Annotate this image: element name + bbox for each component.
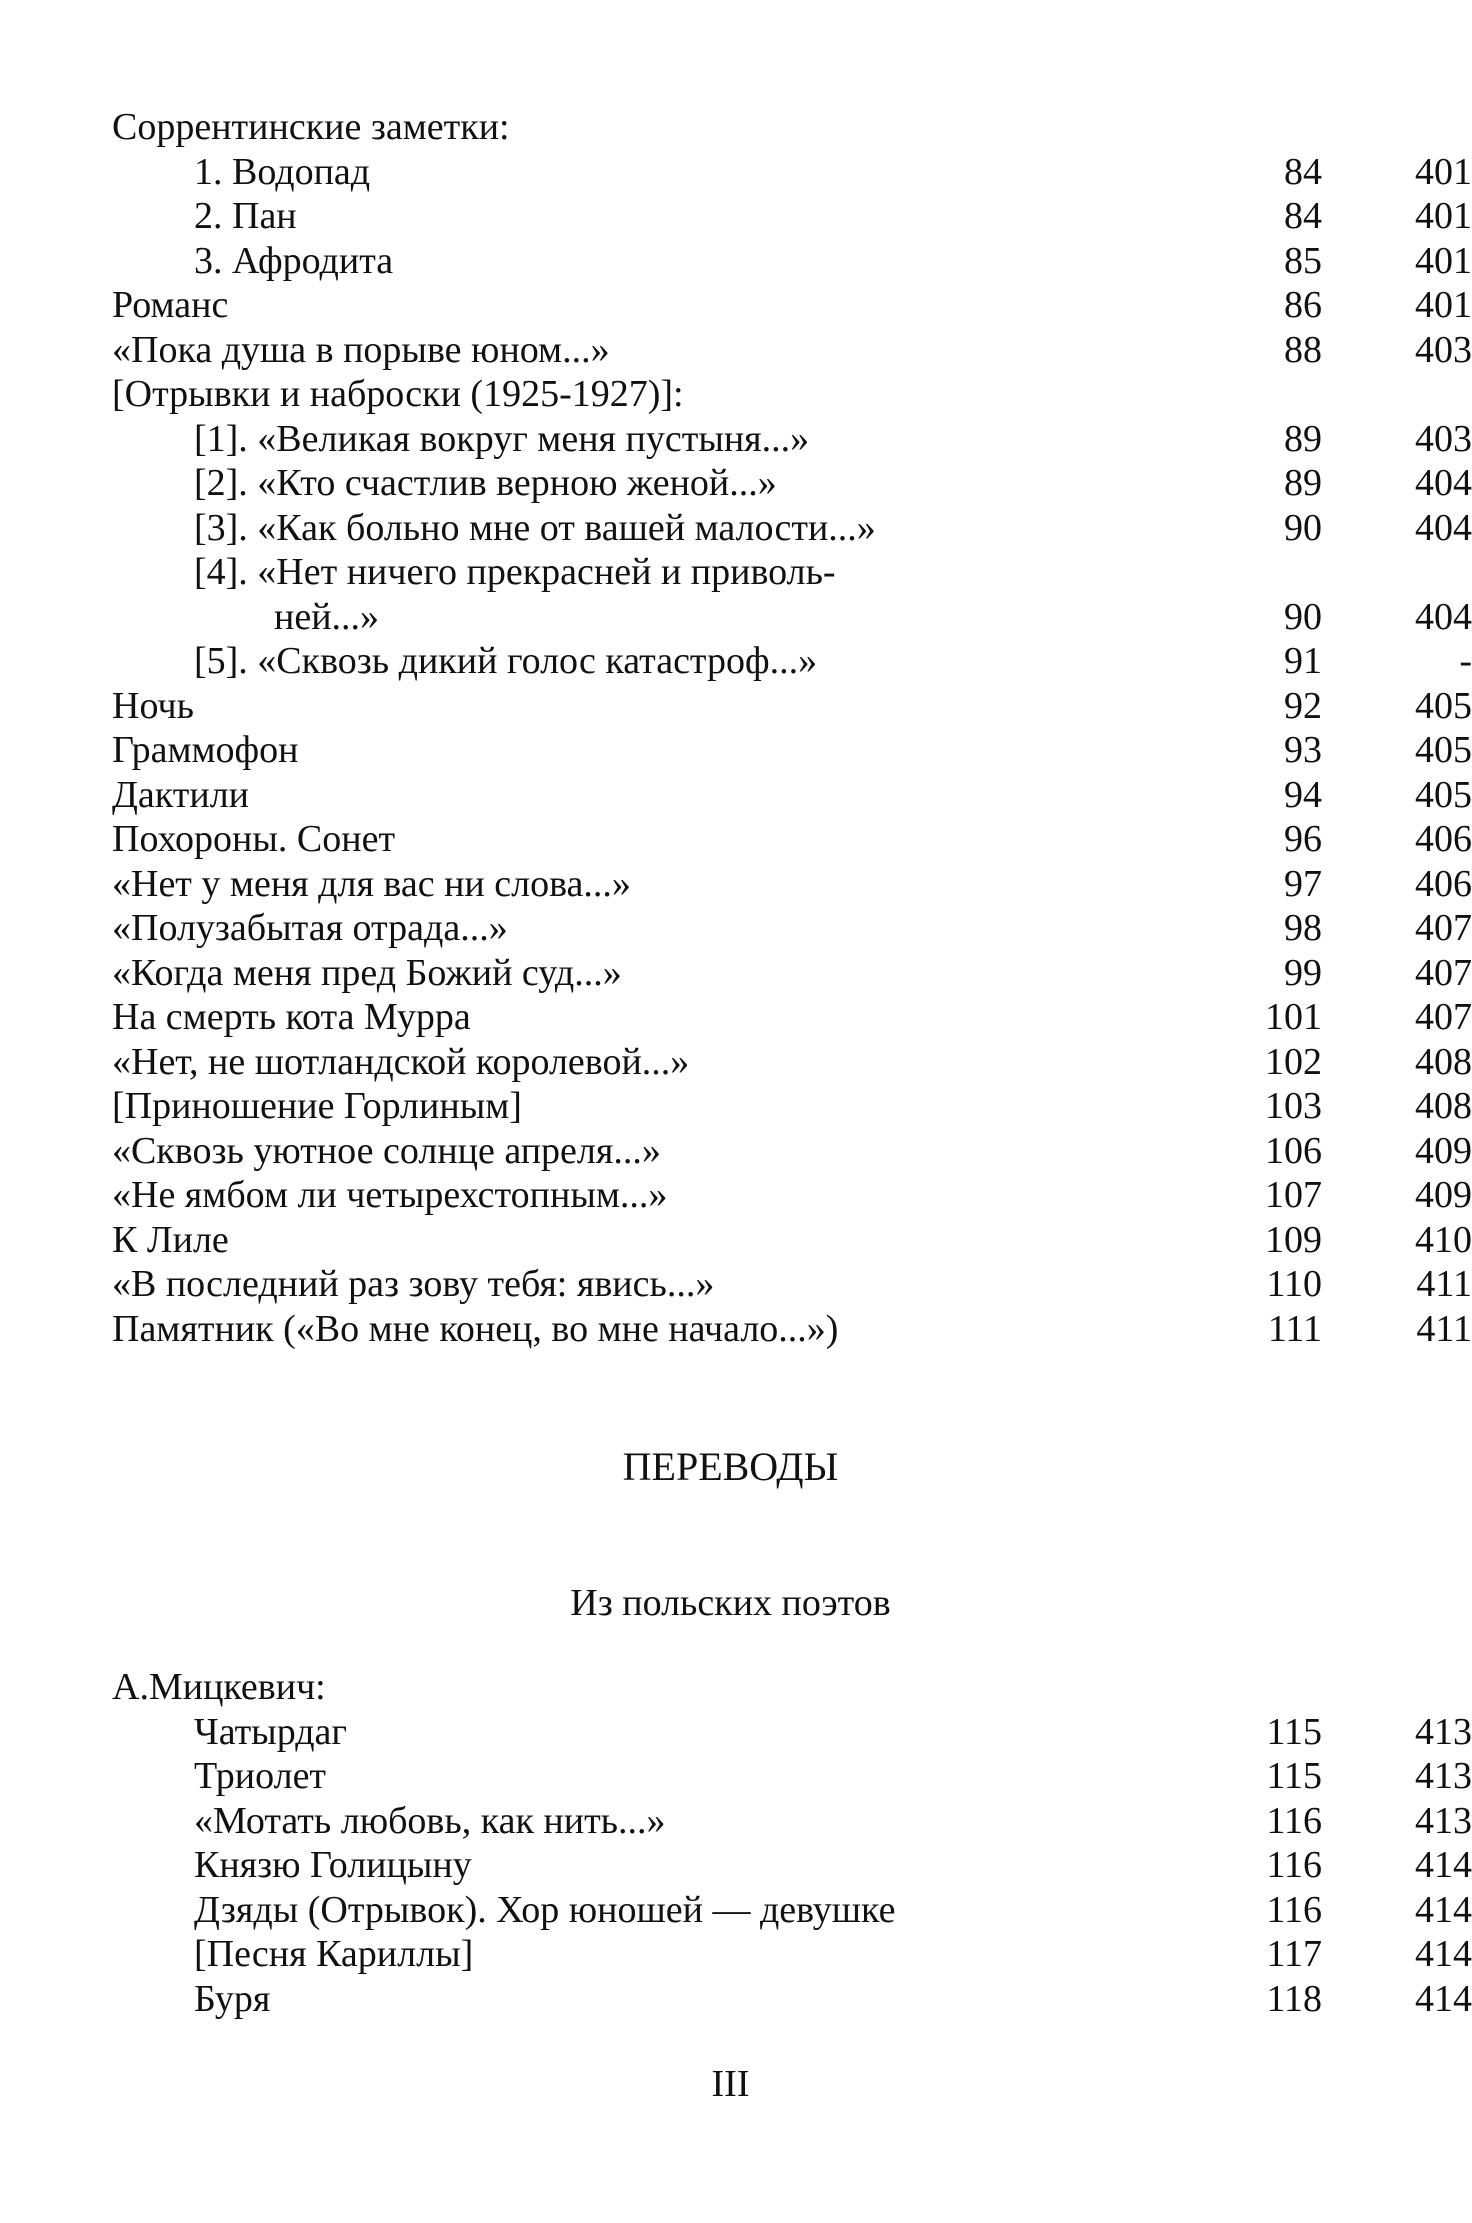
toc-entry-text-page: 118	[1266, 1977, 1322, 2020]
toc-entry	[112, 550, 1362, 595]
toc-entry	[112, 995, 1472, 1040]
toc-entry-text-page: 116	[1266, 1844, 1322, 1886]
toc-entry-text-page: 115	[1266, 1710, 1322, 1753]
toc-entry	[112, 1799, 1472, 1844]
toc-entry-title: ней...»	[274, 595, 380, 638]
toc-entry-notes-page: 414	[1415, 1977, 1472, 2020]
toc-entry	[112, 461, 1472, 506]
toc-entry-notes-page: 407	[1415, 907, 1472, 949]
toc-entry-notes-page: 403	[1415, 417, 1472, 460]
toc-entry-title: Дактили	[112, 773, 249, 816]
toc-entry-notes-page: 401	[1415, 150, 1472, 193]
toc-entry-text-page: 106	[1265, 1129, 1322, 1172]
toc-entry-notes-page: 413	[1415, 1755, 1472, 1797]
toc-entry	[112, 1307, 1472, 1352]
toc-entry	[112, 1218, 1472, 1263]
toc-entry-notes-page: 411	[1416, 1263, 1472, 1305]
toc-entry-notes-page: 411	[1416, 1307, 1472, 1350]
toc-entry-notes-page: 401	[1415, 239, 1472, 282]
toc-entry-notes-page: -	[1459, 640, 1472, 682]
toc-entry-title: «Когда меня пред Божий суд...»	[112, 951, 622, 994]
toc-entry-text-page: 93	[1284, 729, 1322, 771]
toc-entry-title: «Не ямбом ли четырехстопным...»	[112, 1174, 668, 1216]
toc-entry-title: Буря	[194, 1977, 271, 2020]
toc-entry	[112, 328, 1472, 373]
toc-entry	[112, 239, 1472, 284]
subsection-heading: Из польских поэтов	[570, 1582, 891, 1624]
toc-entry-notes-page: 401	[1415, 195, 1472, 237]
toc-entry-notes-page: 404	[1415, 595, 1472, 638]
toc-entry-title: На смерть кота Мурра	[112, 996, 471, 1038]
toc-entry-title: «Пока душа в порыве юном...»	[112, 328, 610, 371]
toc-entry	[112, 728, 1472, 773]
toc-entry-title: «Нет, не шотландской королевой...»	[112, 1040, 690, 1083]
toc-list-top	[112, 105, 1472, 1351]
toc-entry-notes-page: 414	[1415, 1888, 1472, 1931]
toc-entry-text-page: 89	[1284, 462, 1322, 504]
toc-entry-title: [Отрывки и наброски (1925-1927)]:	[112, 373, 684, 415]
toc-entry-text-page: 111	[1267, 1307, 1322, 1350]
page-number: III	[711, 2063, 750, 2105]
toc-entry-title: Романс	[112, 284, 229, 326]
toc-entry-notes-page: 406	[1415, 862, 1472, 905]
toc-entry	[112, 1084, 1472, 1129]
toc-entry-text-page: 98	[1284, 907, 1322, 949]
toc-entry-notes-page: 403	[1415, 328, 1472, 371]
toc-entry-title: Князю Голицыну	[194, 1844, 472, 1886]
toc-entry-notes-page: 407	[1415, 996, 1472, 1038]
toc-entry-text-page: 96	[1284, 818, 1322, 860]
toc-entry	[112, 1129, 1472, 1174]
toc-entry	[112, 1262, 1472, 1307]
toc-entry	[112, 773, 1472, 818]
toc-entry-notes-page: 409	[1415, 1129, 1472, 1172]
toc-entry-title: 3. Афродита	[194, 239, 394, 282]
toc-entry-text-page: 84	[1284, 150, 1322, 193]
toc-entry	[112, 1843, 1472, 1888]
toc-entry	[112, 684, 1472, 729]
toc-entry-text-page: 91	[1284, 640, 1322, 682]
toc-entry	[112, 1932, 1472, 1977]
toc-entry	[112, 951, 1472, 996]
toc-entry-text-page: 90	[1284, 595, 1322, 638]
toc-entry-title: «Полузабытая отрада...»	[112, 907, 508, 949]
toc-entry	[112, 1710, 1472, 1755]
toc-entry-notes-page: 409	[1415, 1174, 1472, 1216]
toc-entry-text-page: 116	[1266, 1799, 1322, 1842]
toc-entry-title: 1. Водопад	[194, 150, 371, 193]
toc-entry-notes-page: 405	[1415, 729, 1472, 771]
toc-entry-text-page: 86	[1284, 284, 1322, 326]
toc-entry	[112, 105, 1362, 150]
toc-entry-notes-page: 408	[1415, 1040, 1472, 1083]
toc-entry-title: [Приношение Горлиным]	[112, 1085, 522, 1127]
toc-entry-text-page: 97	[1284, 862, 1322, 905]
toc-entry-title: [4]. «Нет ничего прекрасней и приволь-	[194, 551, 836, 593]
toc-entry-notes-page: 413	[1415, 1799, 1472, 1842]
toc-entry-notes-page: 406	[1415, 818, 1472, 860]
toc-entry	[112, 417, 1472, 462]
toc-entry-notes-page: 408	[1415, 1085, 1472, 1127]
toc-entry	[112, 1977, 1472, 2022]
toc-entry-text-page: 110	[1266, 1263, 1322, 1305]
toc-entry-notes-page: 407	[1415, 951, 1472, 994]
toc-entry-title: Похороны. Сонет	[112, 818, 396, 860]
toc-entry	[112, 1040, 1472, 1085]
toc-entry-title: [1]. «Великая вокруг меня пустыня...»	[194, 417, 810, 460]
toc-entry-title: Граммофон	[112, 729, 299, 771]
toc-entry-text-page: 109	[1265, 1218, 1322, 1261]
toc-entry-title: [Песня Кариллы]	[194, 1933, 474, 1975]
toc-entry-title: «В последний раз зову тебя: явись...»	[112, 1263, 715, 1305]
toc-entry-title: Памятник («Во мне конец, во мне начало...»)	[112, 1307, 839, 1350]
toc-entry-text-page: 102	[1265, 1040, 1322, 1083]
toc-entry-title: [3]. «Как больно мне от вашей малости...»	[194, 506, 876, 549]
toc-entry-title: А.Мицкевич:	[112, 1666, 326, 1708]
toc-entry-notes-page: 401	[1415, 284, 1472, 326]
toc-entry-title: Соррентинские заметки:	[112, 106, 510, 148]
toc-entry-text-page: 94	[1284, 773, 1322, 816]
toc-entry-title: Дзяды (Отрывок). Хор юношей — девушке	[194, 1888, 896, 1931]
toc-entry-text-page: 85	[1284, 239, 1322, 282]
toc-entry-notes-page: 404	[1415, 462, 1472, 504]
toc-entry	[112, 372, 1362, 417]
toc-entry-title: Триолет	[194, 1755, 327, 1797]
toc-entry-notes-page: 414	[1415, 1933, 1472, 1975]
toc-entry-notes-page: 414	[1415, 1844, 1472, 1886]
toc-entry	[112, 194, 1472, 239]
toc-entry	[112, 283, 1472, 328]
toc-entry-title: [5]. «Сквозь дикий голос катастроф...»	[194, 640, 818, 682]
toc-entry-title: «Мотать любовь, как нить...»	[194, 1799, 666, 1842]
toc-entry	[112, 862, 1472, 907]
toc-entry-text-page: 84	[1284, 195, 1322, 237]
toc-entry-text-page: 116	[1266, 1888, 1322, 1931]
toc-entry-title: [2]. «Кто счастлив верною женой...»	[194, 462, 777, 504]
toc-entry-text-page: 99	[1284, 951, 1322, 994]
toc-entry	[112, 506, 1472, 551]
toc-entry-notes-page: 405	[1415, 684, 1472, 727]
toc-entry	[112, 595, 1472, 640]
section-heading: ПЕРЕВОДЫ	[622, 1444, 839, 1489]
toc-entry	[112, 150, 1472, 195]
toc-entry-text-page: 103	[1265, 1085, 1322, 1127]
toc-entry-title: «Сквозь уютное солнце апреля...»	[112, 1129, 661, 1172]
toc-entry	[112, 1888, 1472, 1933]
toc-entry-notes-page: 404	[1415, 506, 1472, 549]
toc-entry-text-page: 101	[1265, 996, 1322, 1038]
toc-entry-text-page: 90	[1284, 506, 1322, 549]
toc-entry-title: Чатырдаг	[194, 1710, 348, 1753]
toc-entry-notes-page: 410	[1415, 1218, 1472, 1261]
toc-entry-title: 2. Пан	[194, 195, 297, 237]
toc-entry	[112, 1173, 1472, 1218]
toc-entry	[112, 817, 1472, 862]
toc-entry	[112, 1665, 1362, 1710]
toc-list-bottom	[112, 1665, 1472, 2021]
toc-entry-notes-page: 405	[1415, 773, 1472, 816]
toc-entry-notes-page: 413	[1415, 1710, 1472, 1753]
toc-entry-text-page: 107	[1265, 1174, 1322, 1216]
toc-entry	[112, 1754, 1472, 1799]
toc-entry-title: К Лиле	[112, 1218, 229, 1261]
toc-entry-text-page: 89	[1284, 417, 1322, 460]
toc-entry-text-page: 88	[1284, 328, 1322, 371]
toc-entry-title: «Нет у меня для вас ни слова...»	[112, 862, 631, 905]
toc-entry-text-page: 115	[1266, 1755, 1322, 1797]
toc-entry	[112, 906, 1472, 951]
toc-entry-title: Ночь	[112, 684, 194, 727]
toc-entry	[112, 639, 1472, 684]
toc-entry-text-page: 117	[1266, 1933, 1322, 1975]
toc-entry-text-page: 92	[1284, 684, 1322, 727]
